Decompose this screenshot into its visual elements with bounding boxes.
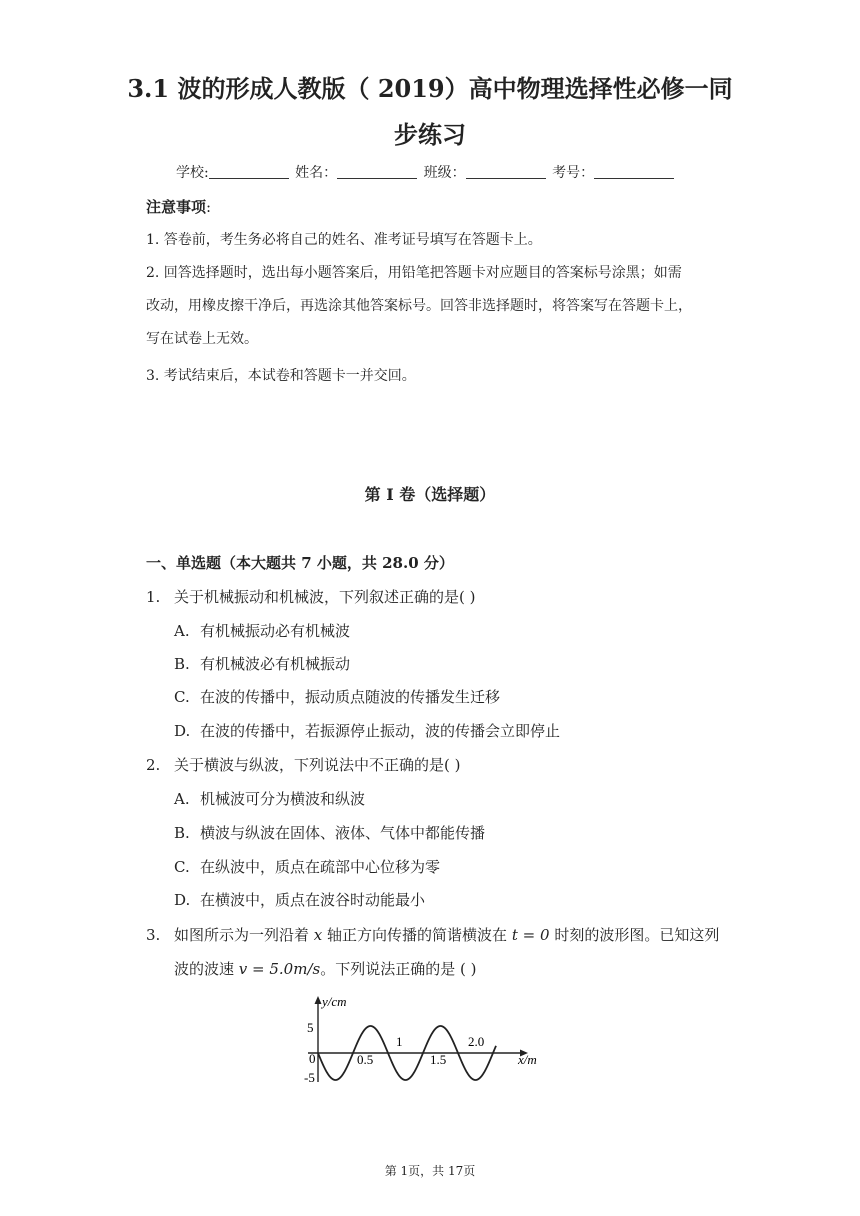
notice-item-3: 3. 考试结束后，本试卷和答题卡一并交回。 <box>146 368 416 384</box>
name-blank[interactable] <box>337 164 417 179</box>
q1-option-b[interactable]: B. 有机械波必有机械振动 <box>174 655 351 673</box>
question-3: 3. 如图所示为一列沿着 x 轴正方向传播的简谐横波在 t = 0 时刻的波形图。已知这列 <box>146 926 720 944</box>
x-tick-2.0: 2.0 <box>468 1034 485 1049</box>
x-tick-1: 1 <box>396 1034 403 1049</box>
section-title: 第 I 卷（选择题） <box>364 485 496 504</box>
name-label: 姓名： <box>295 165 338 181</box>
group-title: 一、单选题（本大题共 7 小题，共 28.0 分） <box>146 554 454 572</box>
q1-option-c[interactable]: C. 在波的传播中，振动质点随波的传播发生迁移 <box>174 688 501 706</box>
notice-item-1: 1. 答卷前，考生务必将自己的姓名、准考证号填写在答题卡上。 <box>146 232 542 248</box>
exam-no-label: 考号： <box>552 165 595 181</box>
y-tick-5: 5 <box>307 1020 314 1035</box>
question-stem: 关于机械振动和机械波，下列叙述正确的是( ) <box>174 588 476 606</box>
question-number: 2. <box>146 756 161 774</box>
math-x: x <box>313 926 323 944</box>
school-label: 学校: <box>176 165 209 181</box>
q1-option-d[interactable]: D. 在波的传播中，若振源停止振动，波的传播会立即停止 <box>174 722 561 740</box>
q2-option-a[interactable]: A. 机械波可分为横波和纵波 <box>174 790 366 808</box>
x-tick-0: 0 <box>309 1051 316 1066</box>
y-tick-neg5: -5 <box>304 1070 315 1085</box>
q2-option-c[interactable]: C. 在纵波中，质点在疏部中心位移为零 <box>174 858 441 876</box>
notice-item-2-cont: 改动，用橡皮擦干净后，再选涂其他答案标号。回答非选择题时，将答案写在答题卡上， <box>146 298 692 314</box>
q1-option-a[interactable]: A. 有机械振动必有机械波 <box>174 622 351 640</box>
q2-option-b[interactable]: B. 横波与纵波在固体、液体、气体中都能传播 <box>174 824 486 842</box>
x-tick-1.5: 1.5 <box>430 1052 447 1067</box>
page-title <box>100 66 760 158</box>
question-number: 1. <box>146 588 161 606</box>
student-info-row <box>176 162 676 182</box>
math-v: v = 5.0m/s <box>238 960 321 978</box>
question-2 <box>146 754 460 775</box>
math-t: t = 0 <box>511 926 550 944</box>
y-axis-arrow <box>315 996 322 1004</box>
q2-option-d[interactable]: D. 在横波中，质点在波谷时动能最小 <box>174 891 426 909</box>
y-axis-label: y/cm <box>322 994 347 1009</box>
title-line-2: 步练习 <box>394 120 466 149</box>
class-blank[interactable] <box>466 164 546 179</box>
title-line-1: 3.1 波的形成人教版（ 2019）高中物理选择性必修一同 <box>127 74 733 103</box>
page-footer: 第 1页，共 17页 <box>384 1164 476 1178</box>
notice-item-2: 2. 回答选择题时，选出每小题答案后，用铅笔把答题卡对应题目的答案标号涂黑；如需 <box>146 265 682 281</box>
notice-item-2-cont2: 写在试卷上无效。 <box>146 331 258 347</box>
question-1 <box>146 586 475 607</box>
notice-heading: 注意事项: <box>146 198 212 216</box>
school-blank[interactable] <box>209 164 289 179</box>
x-axis-label: x/m <box>518 1052 537 1067</box>
question-number: 3. <box>146 926 161 944</box>
exam-no-blank[interactable] <box>594 164 674 179</box>
x-tick-0.5: 0.5 <box>357 1052 374 1067</box>
question-stem: 关于横波与纵波，下列说法中不正确的是( ) <box>174 756 461 774</box>
wave-figure <box>296 990 556 1090</box>
question-3-line-2: 波的波速 v = 5.0m/s。下列说法正确的是 ( ) <box>174 960 477 978</box>
class-label: 班级： <box>423 165 466 181</box>
